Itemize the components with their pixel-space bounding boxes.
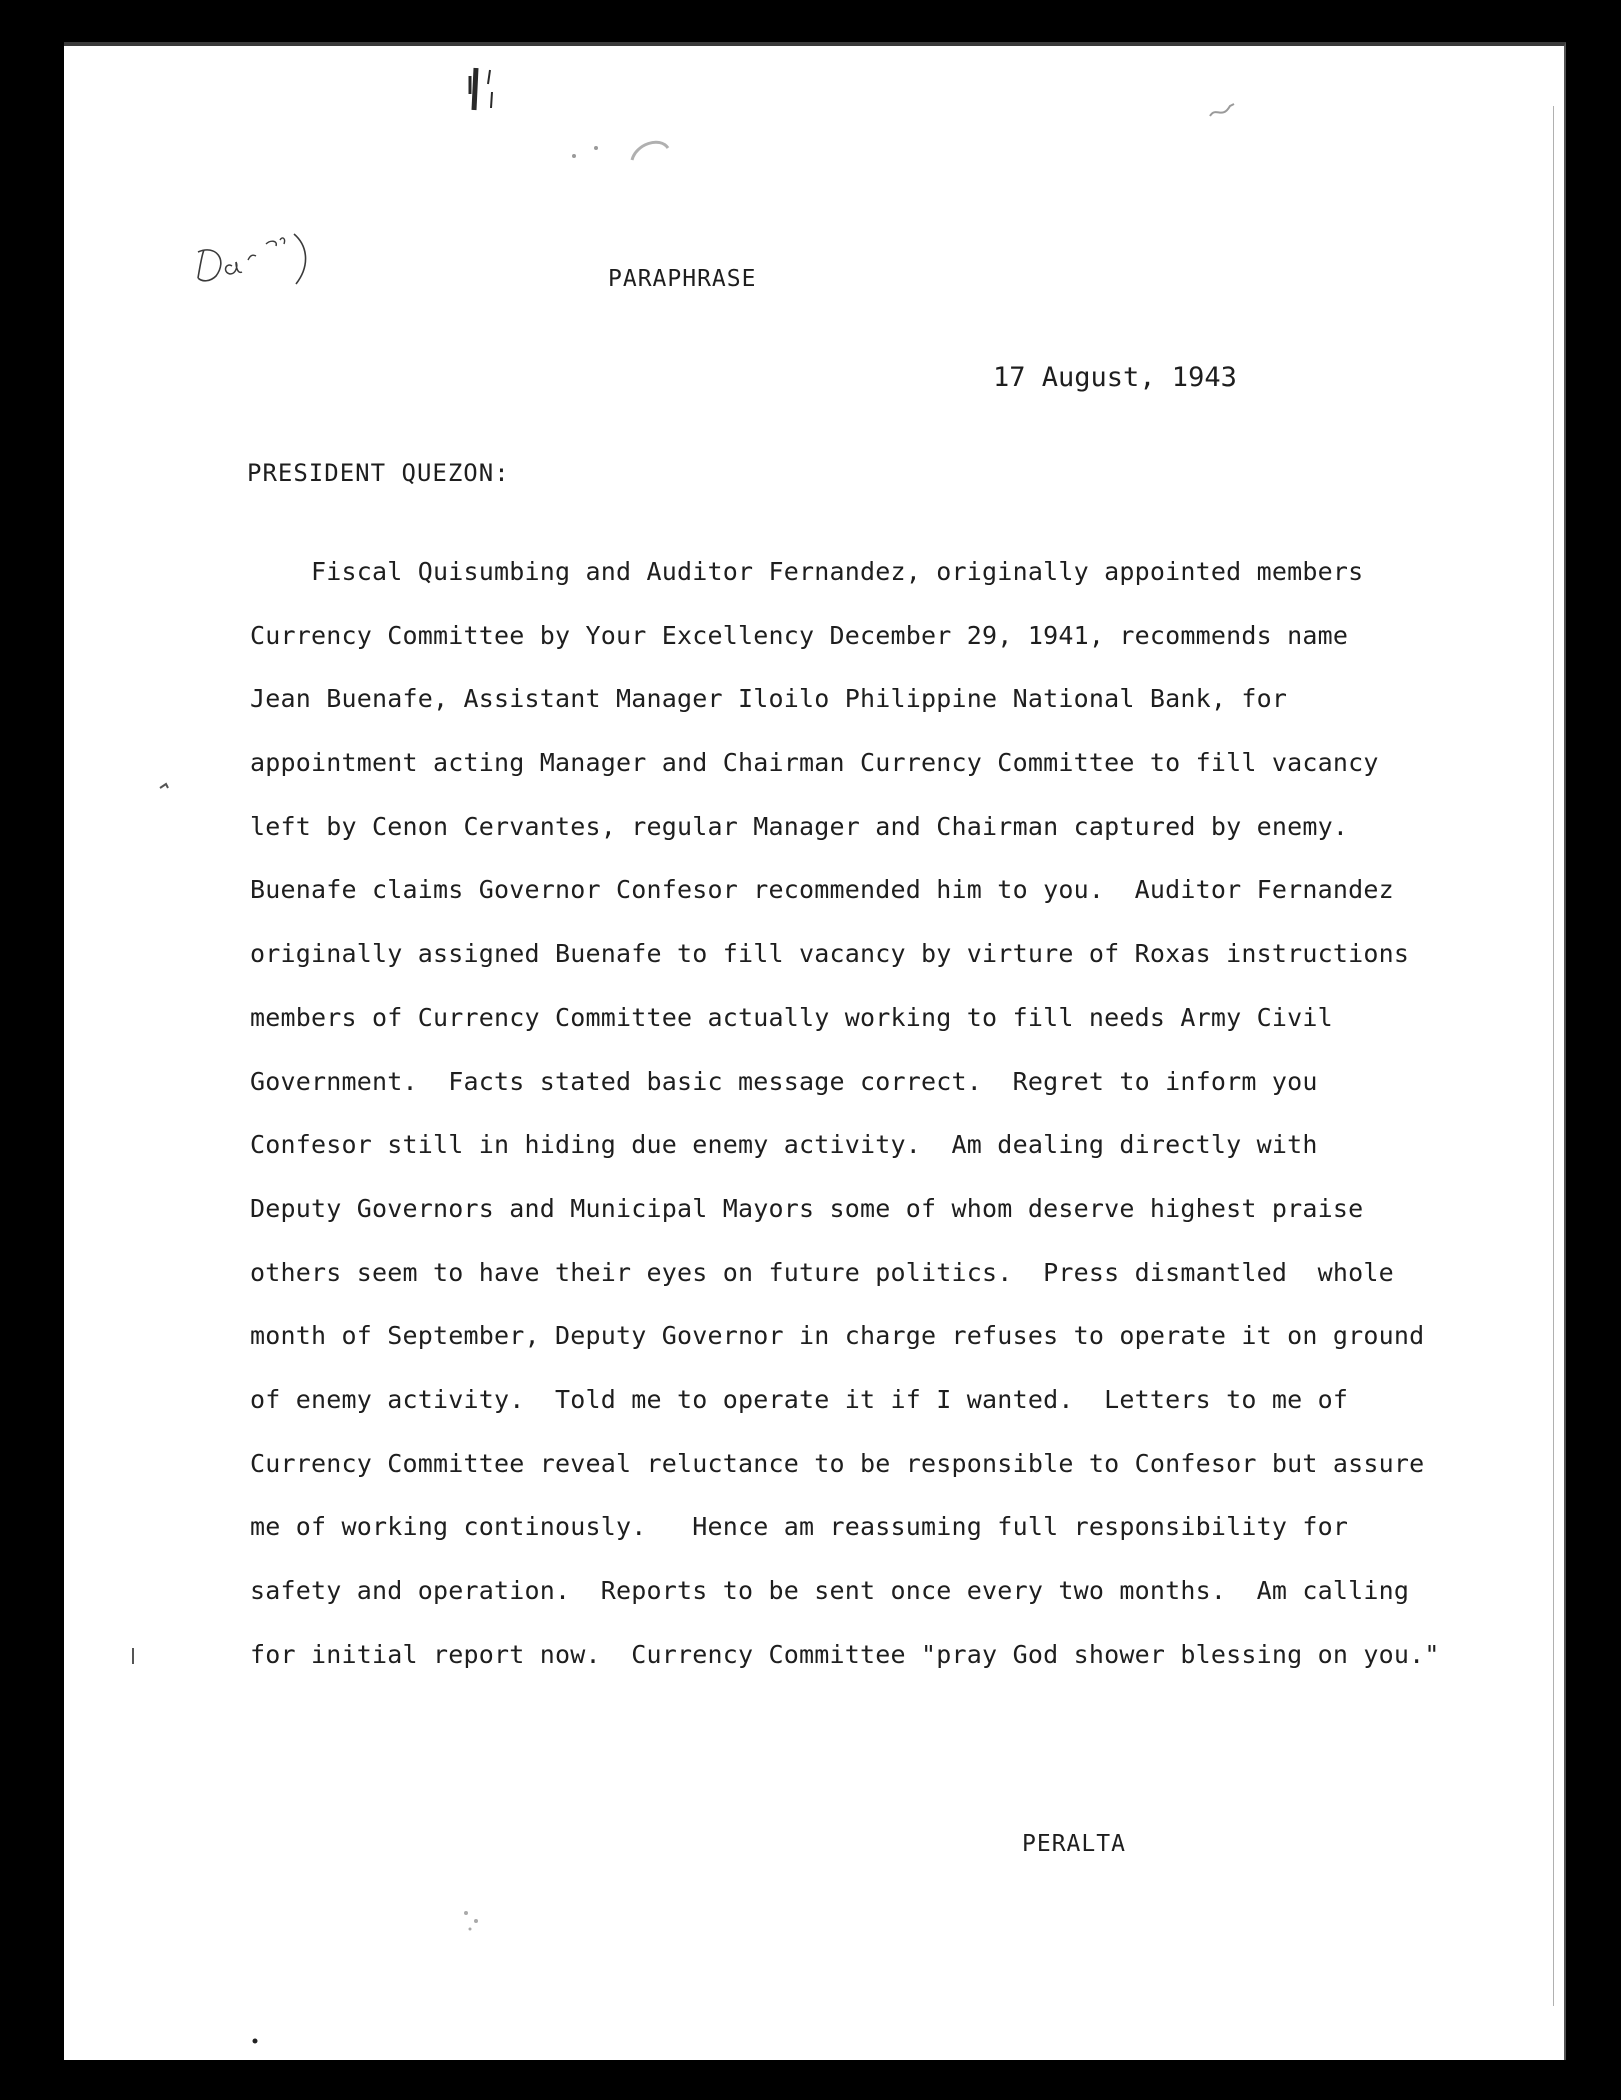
handwritten-annotation: [186, 226, 326, 296]
body-line: Deputy Governors and Municipal Mayors some of whom deserve highest praise: [250, 1193, 1364, 1223]
body-line: month of September, Deputy Governor in charge refuses to operate it on ground: [250, 1321, 1425, 1351]
body-line: left by Cenon Cervantes, regular Manager and Chairman captured by enemy.: [250, 811, 1349, 841]
body-line: me of working continously. Hence am reassuming full responsibility for: [250, 1512, 1349, 1542]
body-line: safety and operation. Reports to be sent once every two months. Am calling: [250, 1576, 1410, 1605]
body-line: for initial report now. Currency Committee "pray God shower blessing on you.": [250, 1639, 1440, 1669]
body-line: members of Currency Committee actually working to fill needs Army Civil: [250, 1002, 1333, 1032]
salutation: PRESIDENT QUEZON:: [247, 459, 510, 487]
ink-marks-top: [404, 64, 544, 124]
ink-tick-left: [130, 1646, 136, 1666]
ink-marks-smudge: [564, 126, 684, 176]
document-page: [64, 42, 1566, 2060]
body-line: Fiscal Quisumbing and Auditor Fernandez, originally appointed members: [250, 557, 1364, 586]
body-line: Confesor still in hiding due enemy activity. Am dealing directly with: [250, 1130, 1318, 1160]
document-heading: PARAPHRASE: [608, 266, 757, 292]
ink-mark-corner: [1204, 96, 1244, 126]
body-line: Currency Committee by Your Excellency December 29, 1941, recommends name: [250, 620, 1349, 650]
signature: PERALTA: [1022, 1831, 1126, 1857]
body-line: Currency Committee reveal reluctance to be responsible to Confesor but assure: [250, 1448, 1425, 1478]
body-line: Government. Facts stated basic message correct. Regret to inform you: [250, 1066, 1318, 1096]
body-line: originally assigned Buenafe to fill vacancy by virture of Roxas instructions: [250, 939, 1410, 969]
body-line: Buenafe claims Governor Confesor recommended him to you. Auditor Fernandez: [250, 875, 1394, 905]
body-line: others seem to have their eyes on future politics. Press dismantled whole: [250, 1257, 1394, 1287]
ink-speck-bottom: [250, 2036, 260, 2046]
body-line: of enemy activity. Told me to operate it if I wanted. Letters to me of: [250, 1384, 1349, 1414]
ink-speck-lower: [454, 1901, 494, 1941]
message-body: [250, 540, 1560, 1686]
ink-speck-left: [156, 776, 176, 796]
document-date: 17 August, 1943: [993, 362, 1237, 393]
body-line: Jean Buenafe, Assistant Manager Iloilo Philippine National Bank, for: [250, 684, 1288, 714]
body-line: appointment acting Manager and Chairman Currency Committee to fill vacancy: [250, 748, 1379, 778]
